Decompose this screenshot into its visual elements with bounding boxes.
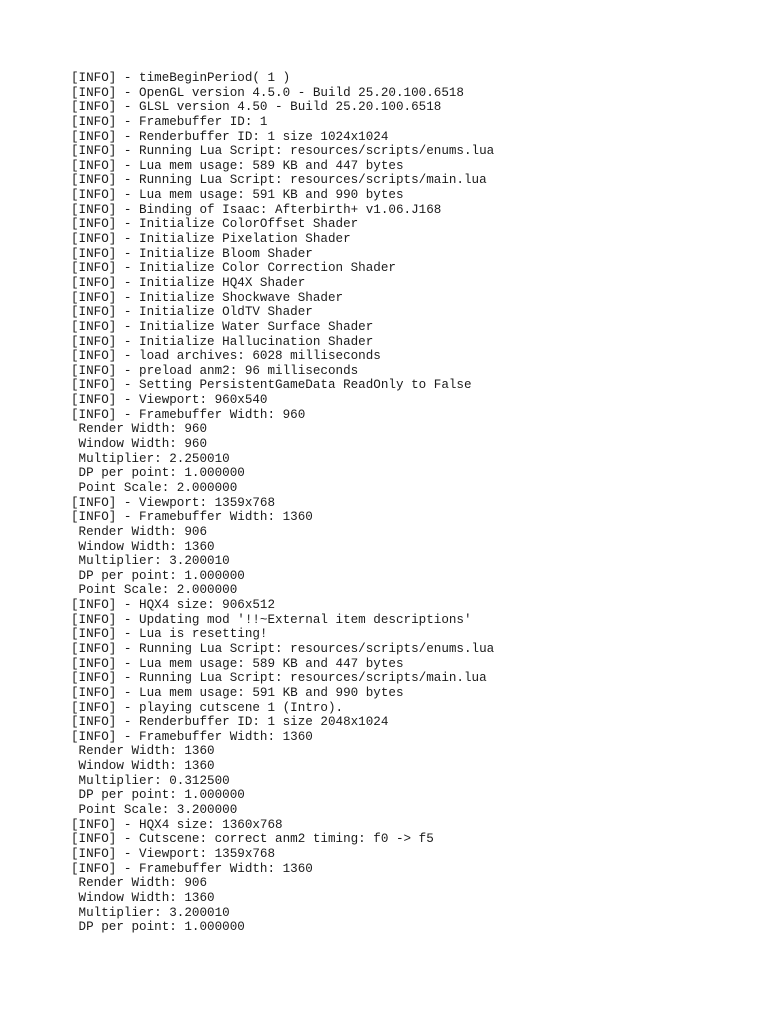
log-line: DP per point: 1.000000 bbox=[71, 568, 245, 583]
log-line: [INFO] - Initialize Water Surface Shader bbox=[71, 319, 374, 334]
log-line: [INFO] - Lua mem usage: 591 KB and 990 bytes bbox=[71, 188, 404, 203]
log-line: [INFO] - Initialize HQ4X Shader bbox=[71, 275, 306, 290]
log-line: [INFO] - Initialize ColorOffset Shader bbox=[71, 217, 359, 232]
log-line: Window Width: 1360 bbox=[71, 890, 215, 905]
log-line: [INFO] - Lua mem usage: 591 KB and 990 bytes bbox=[71, 685, 404, 700]
log-line: [INFO] - Updating mod '!!~External item descriptions' bbox=[71, 612, 472, 627]
log-line: Window Width: 1360 bbox=[71, 539, 215, 554]
log-line: [INFO] - Viewport: 960x540 bbox=[71, 393, 268, 408]
log-line: [INFO] - Framebuffer Width: 1360 bbox=[71, 861, 313, 876]
log-line: Point Scale: 2.000000 bbox=[71, 480, 238, 495]
log-line: [INFO] - Viewport: 1359x768 bbox=[71, 495, 276, 510]
log-line: [INFO] - Binding of Isaac: Afterbirth+ v1.06.J168 bbox=[71, 202, 442, 217]
log-line: [INFO] - Framebuffer Width: 960 bbox=[71, 407, 306, 422]
log-line: [INFO] - Renderbuffer ID: 1 size 2048x1024 bbox=[71, 715, 389, 730]
log-line: [INFO] - Initialize Color Correction Shader bbox=[71, 261, 396, 276]
log-line: [INFO] - Initialize Pixelation Shader bbox=[71, 232, 351, 247]
log-line: [INFO] - Framebuffer Width: 1360 bbox=[71, 510, 313, 525]
log-line: Render Width: 906 bbox=[71, 876, 208, 891]
log-line: [INFO] - Initialize Bloom Shader bbox=[71, 246, 313, 261]
log-line: [INFO] - HQX4 size: 1360x768 bbox=[71, 817, 283, 832]
log-line: DP per point: 1.000000 bbox=[71, 466, 245, 481]
log-line: Render Width: 960 bbox=[71, 422, 208, 437]
log-line: Multiplier: 0.312500 bbox=[71, 773, 230, 788]
log-line: [INFO] - Initialize Hallucination Shader bbox=[71, 334, 374, 349]
log-line: [INFO] - Running Lua Script: resources/scripts/main.lua bbox=[71, 671, 487, 686]
log-line: [INFO] - preload anm2: 96 milliseconds bbox=[71, 363, 359, 378]
log-line: [INFO] - Initialize Shockwave Shader bbox=[71, 290, 344, 305]
log-line: [INFO] - Lua mem usage: 589 KB and 447 bytes bbox=[71, 656, 404, 671]
log-line: [INFO] - GLSL version 4.50 - Build 25.20.100.6518 bbox=[71, 100, 442, 115]
log-line: [INFO] - HQX4 size: 906x512 bbox=[71, 598, 276, 613]
log-line: Render Width: 1360 bbox=[71, 744, 215, 759]
log-line: [INFO] - Renderbuffer ID: 1 size 1024x1024 bbox=[71, 129, 389, 144]
log-line: [INFO] - Running Lua Script: resources/scripts/main.lua bbox=[71, 173, 487, 188]
log-line: [INFO] - OpenGL version 4.5.0 - Build 25.20.100.6518 bbox=[71, 85, 464, 100]
log-line: [INFO] - Setting PersistentGameData ReadOnly to False bbox=[71, 378, 472, 393]
log-line: DP per point: 1.000000 bbox=[71, 788, 245, 803]
log-line: [INFO] - Lua mem usage: 589 KB and 447 bytes bbox=[71, 158, 404, 173]
log-line: Multiplier: 2.250010 bbox=[71, 451, 230, 466]
log-line: [INFO] - Framebuffer ID: 1 bbox=[71, 114, 268, 129]
log-line: Multiplier: 3.200010 bbox=[71, 905, 230, 920]
log-line: Render Width: 906 bbox=[71, 524, 208, 539]
log-line: [INFO] - load archives: 6028 milliseconds bbox=[71, 349, 381, 364]
log-line: [INFO] - Viewport: 1359x768 bbox=[71, 846, 276, 861]
log-line: [INFO] - Cutscene: correct anm2 timing: f0 -> f5 bbox=[71, 832, 434, 847]
log-document bbox=[71, 71, 751, 935]
log-line: Multiplier: 3.200010 bbox=[71, 554, 230, 569]
log-line: [INFO] - Initialize OldTV Shader bbox=[71, 305, 313, 320]
log-line: [INFO] - timeBeginPeriod( 1 ) bbox=[71, 71, 291, 85]
log-line: DP per point: 1.000000 bbox=[71, 920, 245, 935]
log-line: [INFO] - Running Lua Script: resources/scripts/enums.lua bbox=[71, 641, 495, 656]
log-line: Window Width: 960 bbox=[71, 437, 208, 452]
log-line: [INFO] - playing cutscene 1 (Intro). bbox=[71, 700, 344, 715]
log-line: [INFO] - Running Lua Script: resources/scripts/enums.lua bbox=[71, 144, 495, 159]
log-line: [INFO] - Lua is resetting! bbox=[71, 627, 268, 642]
log-line: Window Width: 1360 bbox=[71, 759, 215, 774]
log-line: Point Scale: 2.000000 bbox=[71, 583, 238, 598]
log-line: Point Scale: 3.200000 bbox=[71, 803, 238, 818]
log-line: [INFO] - Framebuffer Width: 1360 bbox=[71, 729, 313, 744]
